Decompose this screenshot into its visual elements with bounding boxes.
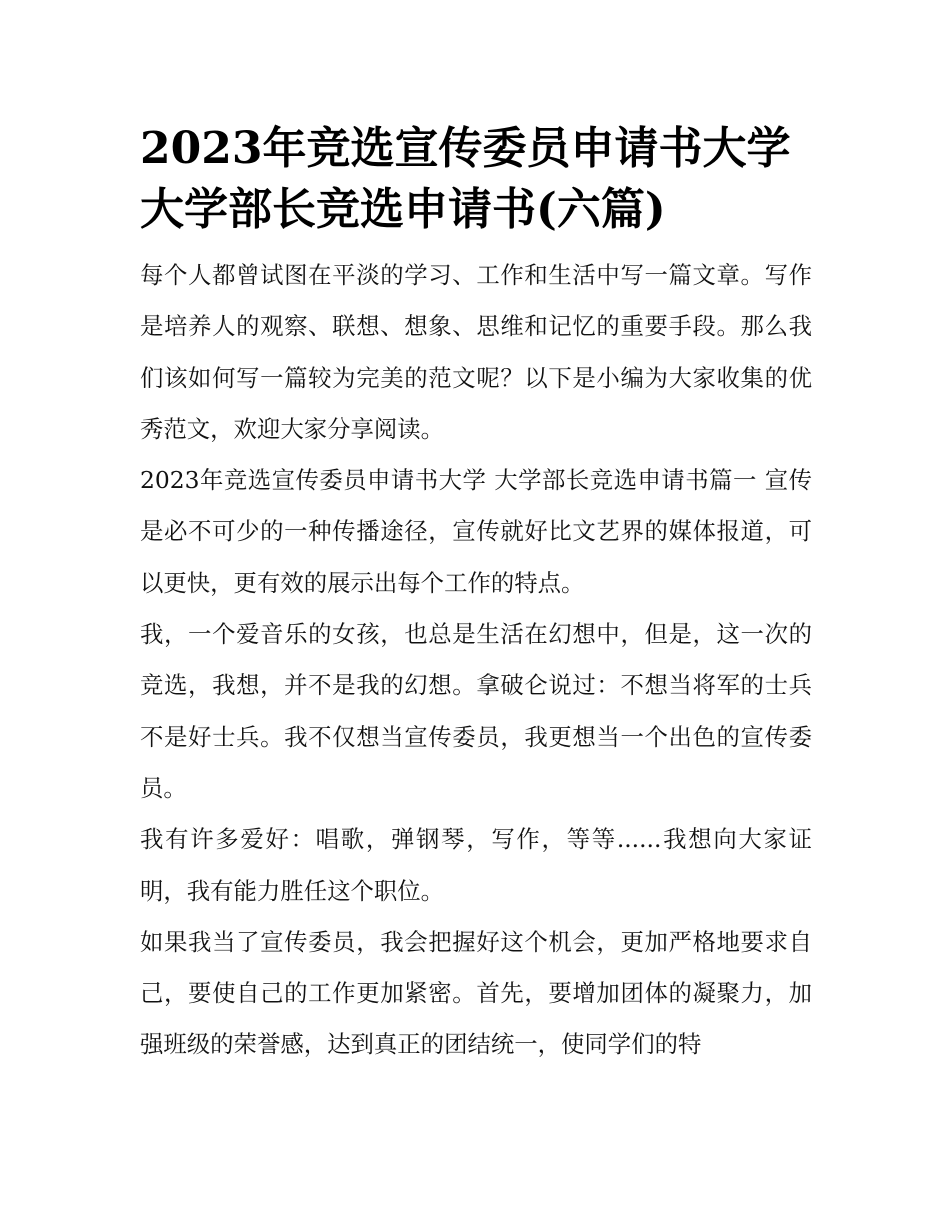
paragraph-plan: 如果我当了宣传委员，我会把握好这个机会，更加严格地要求自己，要使自己的工作更加紧密。首先，要增加团体的凝聚力，加强班级的荣誉感，达到真正的团结统一，使同学们的特 [140,927,812,1059]
document-body [140,118,812,1071]
paragraph-hobbies: 我有许多爱好：唱歌，弹钢琴，写作，等等......我想向大家证明，我有能力胜任这个职位。 [140,825,812,905]
document-title: 2023年竞选宣传委员申请书大学 大学部长竞选申请书(六篇) [140,123,791,235]
paragraph-dream: 我，一个爱音乐的女孩，也总是生活在幻想中，但是，这一次的竞选，我想，并不是我的幻想。拿破仑说过：不想当将军的士兵不是好士兵。我不仅想当宣传委员，我更想当一个出色的宣传委员。 [140,620,812,802]
paragraph-part-one: 2023年竞选宣传委员申请书大学 大学部长竞选申请书篇一 宣传是必不可少的一种传播途径，宣传就好比文艺界的媒体报道，可以更快，更有效的展示出每个工作的特点。 [140,466,812,597]
paragraph-intro: 每个人都曾试图在平淡的学习、工作和生活中写一篇文章。写作是培养人的观察、联想、想象、思维和记忆的重要手段。那么我们该如何写一篇较为完美的范文呢？以下是小编为大家收集的优秀范文，欢迎大家分享阅读。 [140,261,812,443]
